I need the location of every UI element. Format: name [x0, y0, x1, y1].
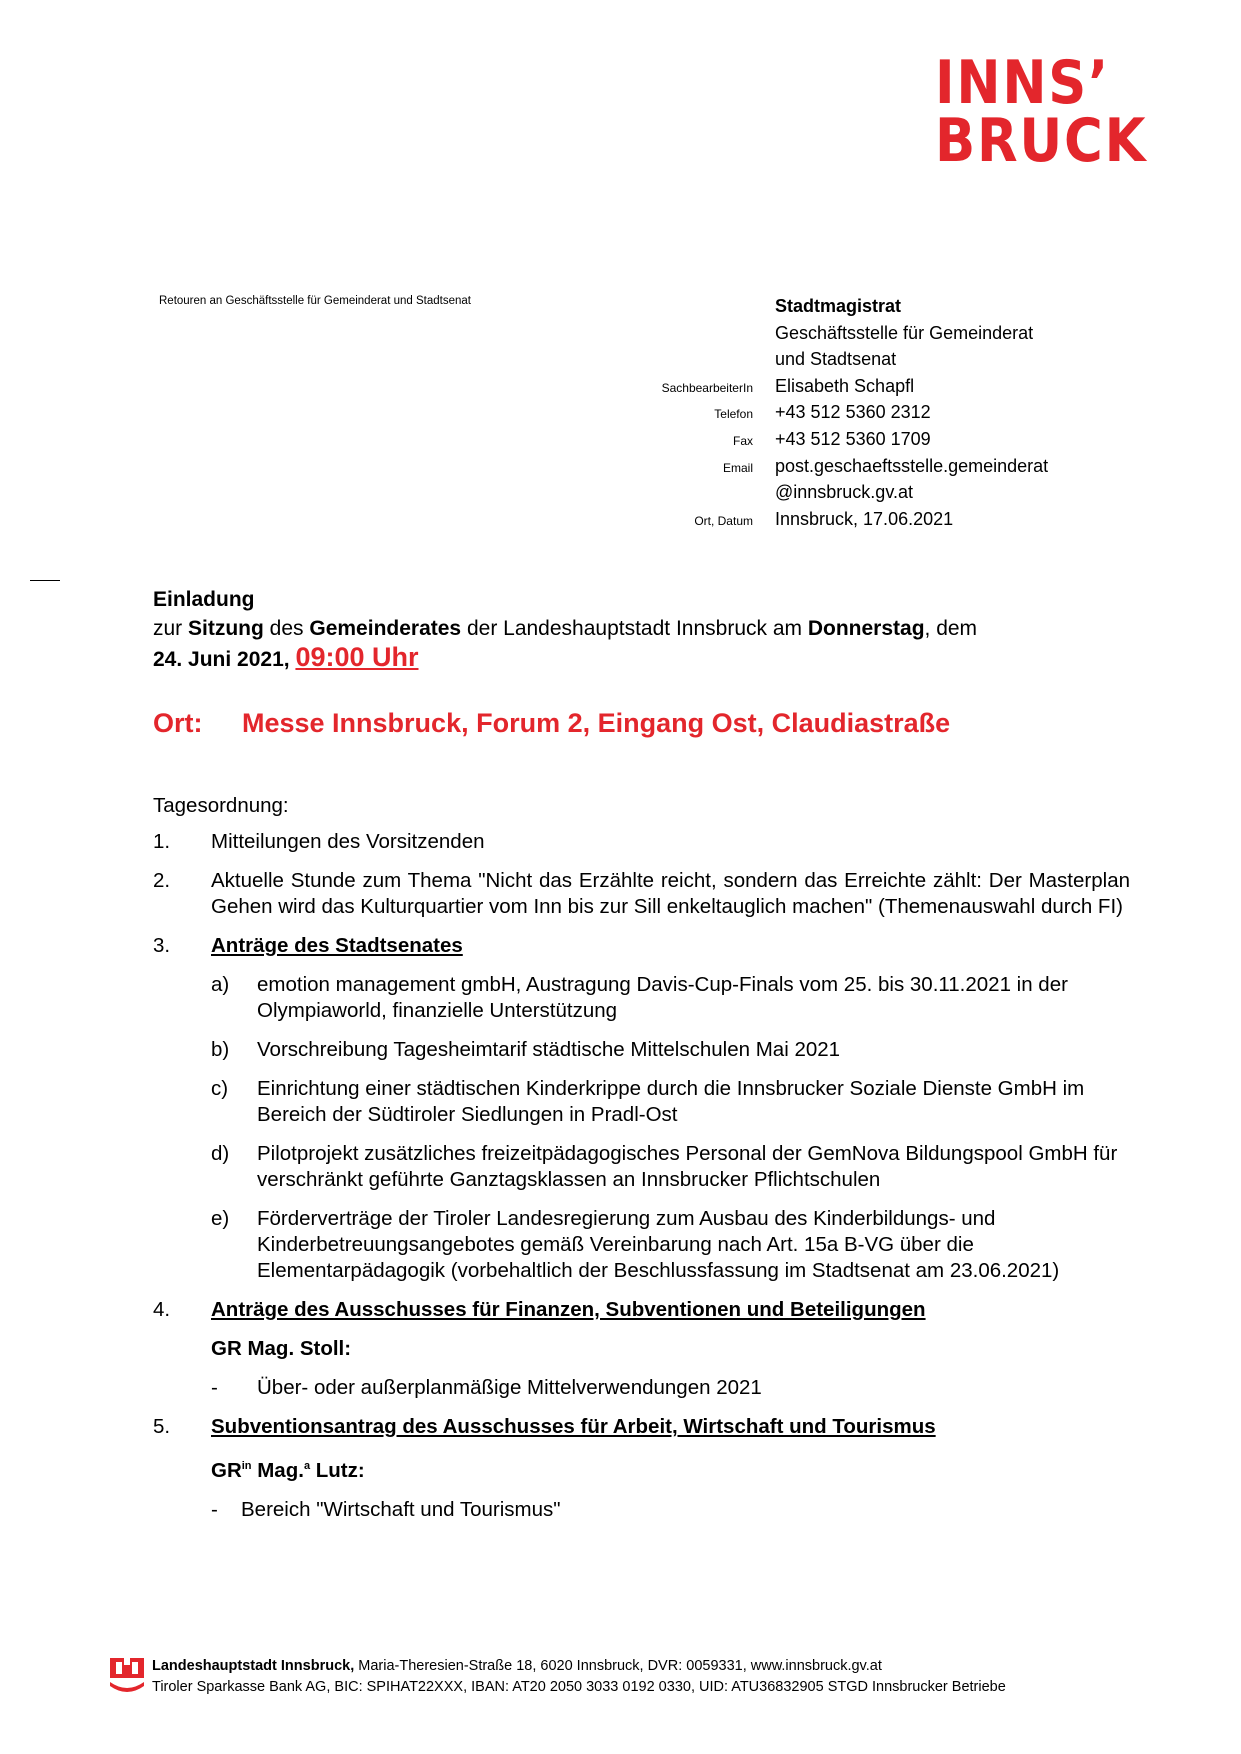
agenda-subitem-c [211, 1076, 1130, 1128]
invitation-date: 24. Juni 2021, [153, 648, 290, 671]
invitation-sitzung: Sitzung [188, 617, 264, 640]
agenda-item-3 [153, 933, 1130, 959]
fold-mark [30, 580, 60, 581]
bullet-dash: - [211, 1376, 218, 1399]
date-value: Innsbruck, 17.06.2021 [775, 508, 954, 529]
fax-value: +43 512 5360 1709 [775, 428, 931, 449]
speaker-stoll: GR Mag. Stoll: [211, 1337, 352, 1360]
speaker-lutz [211, 1453, 1130, 1484]
agenda-subitem-a [211, 972, 1130, 1024]
item-number: 5. [153, 1415, 171, 1438]
invitation-title: Einladung [153, 588, 255, 611]
footer-address: Maria-Theresien-Straße 18, 6020 Innsbruck, DVR: 0059331, www.innsbruck.gv.at [354, 1658, 882, 1674]
fax-label: Fax [732, 433, 753, 448]
subitem-text: Einrichtung einer städtischen Kinderkrippe durch die Innsbrucker Soziale Dienste GmbH im Bereich der Südtiroler Siedlungen in Pradl-Ost [257, 1077, 1085, 1126]
item-number: 4. [153, 1298, 171, 1321]
invitation-text-3: der Landeshauptstadt Innsbruck am [461, 617, 808, 640]
agenda-item-2 [153, 868, 1130, 920]
agenda-subitem-b [211, 1037, 1130, 1063]
item-number: 1. [153, 830, 171, 853]
speaker-sup-a: a [303, 1460, 311, 1472]
speaker-sup-in: in [241, 1460, 252, 1472]
email-line-1: post.geschaeftsstelle.gemeinderat [775, 455, 1049, 476]
subitem-text: emotion management gmbH, Austragung Davis-Cup-Finals vom 25. bis 30.11.2021 in der Olympiaworld, finanzielle Unterstützung [257, 973, 1068, 1022]
invitation-gemeinderates: Gemeinderates [309, 617, 462, 640]
agenda [153, 793, 1130, 1536]
logo-line-2: BRUCK [935, 106, 1148, 176]
phone-value: +43 512 5360 2312 [775, 402, 931, 423]
invitation-time: 09:00 Uhr [295, 642, 419, 672]
location-value: Messe Innsbruck, Forum 2, Eingang Ost, Claudiastraße [242, 708, 951, 738]
agenda-heading: Tagesordnung: [153, 794, 289, 817]
clerk-label: SachbearbeiterIn [661, 380, 753, 395]
location-label: Ort: [153, 708, 203, 738]
subitem-letter: a) [211, 973, 230, 996]
email-line-2: @innsbruck.gv.at [775, 482, 913, 503]
phone-label: Telefon [714, 407, 753, 422]
sender-office-1: Geschäftsstelle für Gemeinderat [775, 322, 1034, 343]
invitation-text-4: , dem [924, 617, 978, 640]
subitem-letter: d) [211, 1142, 230, 1165]
city-crest-icon [110, 1656, 144, 1701]
speaker-gr: GR [211, 1458, 242, 1482]
speaker-mag: Mag. [251, 1458, 304, 1482]
email-label: Email [722, 460, 753, 475]
subitem-letter: c) [211, 1077, 229, 1100]
agenda-item-4 [153, 1297, 1130, 1323]
subitem-text: Förderverträge der Tiroler Landesregierung zum Ausbau des Kinderbildungs- und Kinderbetreuungsangebotes gemäß Vereinbarung nach Art. 15a B-VG über die Elementarpädagogik (vorbehaltlich der Beschlussfassung im Stadtsenat am 23.06.2021) [257, 1207, 1060, 1282]
agenda-item-1 [153, 829, 1130, 855]
speaker-surname: Lutz: [310, 1458, 365, 1482]
item-number: 3. [153, 934, 171, 957]
item-title: Anträge des Ausschusses für Finanzen, Subventionen und Beteiligungen [211, 1298, 926, 1321]
item-title: Anträge des Stadtsenates [211, 934, 463, 957]
item-title: Subventionsantrag des Ausschusses für Arbeit, Wirtschaft und Tourismus [211, 1415, 936, 1438]
sender-office-2: und Stadtsenat [775, 349, 897, 370]
subitem-letter: e) [211, 1207, 230, 1230]
subitem-letter: b) [211, 1038, 230, 1061]
invitation-text-2: des [263, 617, 310, 640]
item-text: Aktuelle Stunde zum Thema "Nicht das Erzählte reicht, sondern das Erreichte zählt: Der Masterplan Gehen wird das Kulturquartier vom Inn bis zur Sill enkeltauglich machen" (Themenauswahl durch FI) [211, 869, 1130, 918]
point-text: Über- oder außerplanmäßige Mittelverwendungen 2021 [257, 1376, 762, 1399]
footer [110, 1656, 1220, 1701]
agenda-item-5-point [211, 1497, 1130, 1523]
footer-city: Landeshauptstadt Innsbruck, [152, 1658, 355, 1674]
sender-dept: Stadtmagistrat [775, 296, 902, 316]
agenda-subitem-d [211, 1141, 1130, 1193]
invitation-weekday: Donnerstag [807, 617, 925, 640]
item-number: 2. [153, 869, 171, 892]
innsbruck-logo [935, 48, 1151, 176]
invitation [153, 585, 1113, 674]
return-address: Retouren an Geschäftsstelle für Gemeinderat und Stadtsenat [159, 295, 471, 307]
sender-block [660, 294, 1120, 533]
subitem-text: Pilotprojekt zusätzliches freizeitpädagogisches Personal der GemNova Bildungspool GmbH für verschränkt geführte Ganztagsklassen an Innsbrucker Pflichtschulen [257, 1142, 1118, 1191]
agenda-item-5 [153, 1414, 1130, 1440]
point-text: Bereich "Wirtschaft und Tourismus" [241, 1497, 561, 1521]
agenda-subitem-e [211, 1206, 1130, 1284]
bullet-dash: - [211, 1497, 218, 1521]
logo-line-1: INNS’ [935, 48, 1110, 118]
subitem-text: Vorschreibung Tagesheimtarif städtische Mittelschulen Mai 2021 [257, 1038, 841, 1061]
agenda-item-4-point [211, 1375, 1130, 1401]
footer-bank: Tiroler Sparkasse Bank AG, BIC: SPIHAT22XXX, IBAN: AT20 2050 3033 0192 0330, UID: ATU36832905 STGD Innsbrucker Betriebe [152, 1679, 1006, 1695]
clerk-name: Elisabeth Schapfl [775, 375, 915, 396]
item-text: Mitteilungen des Vorsitzenden [211, 830, 485, 853]
date-label: Ort, Datum [694, 513, 753, 528]
invitation-text-1: zur [153, 617, 189, 640]
meeting-location [153, 708, 1113, 739]
